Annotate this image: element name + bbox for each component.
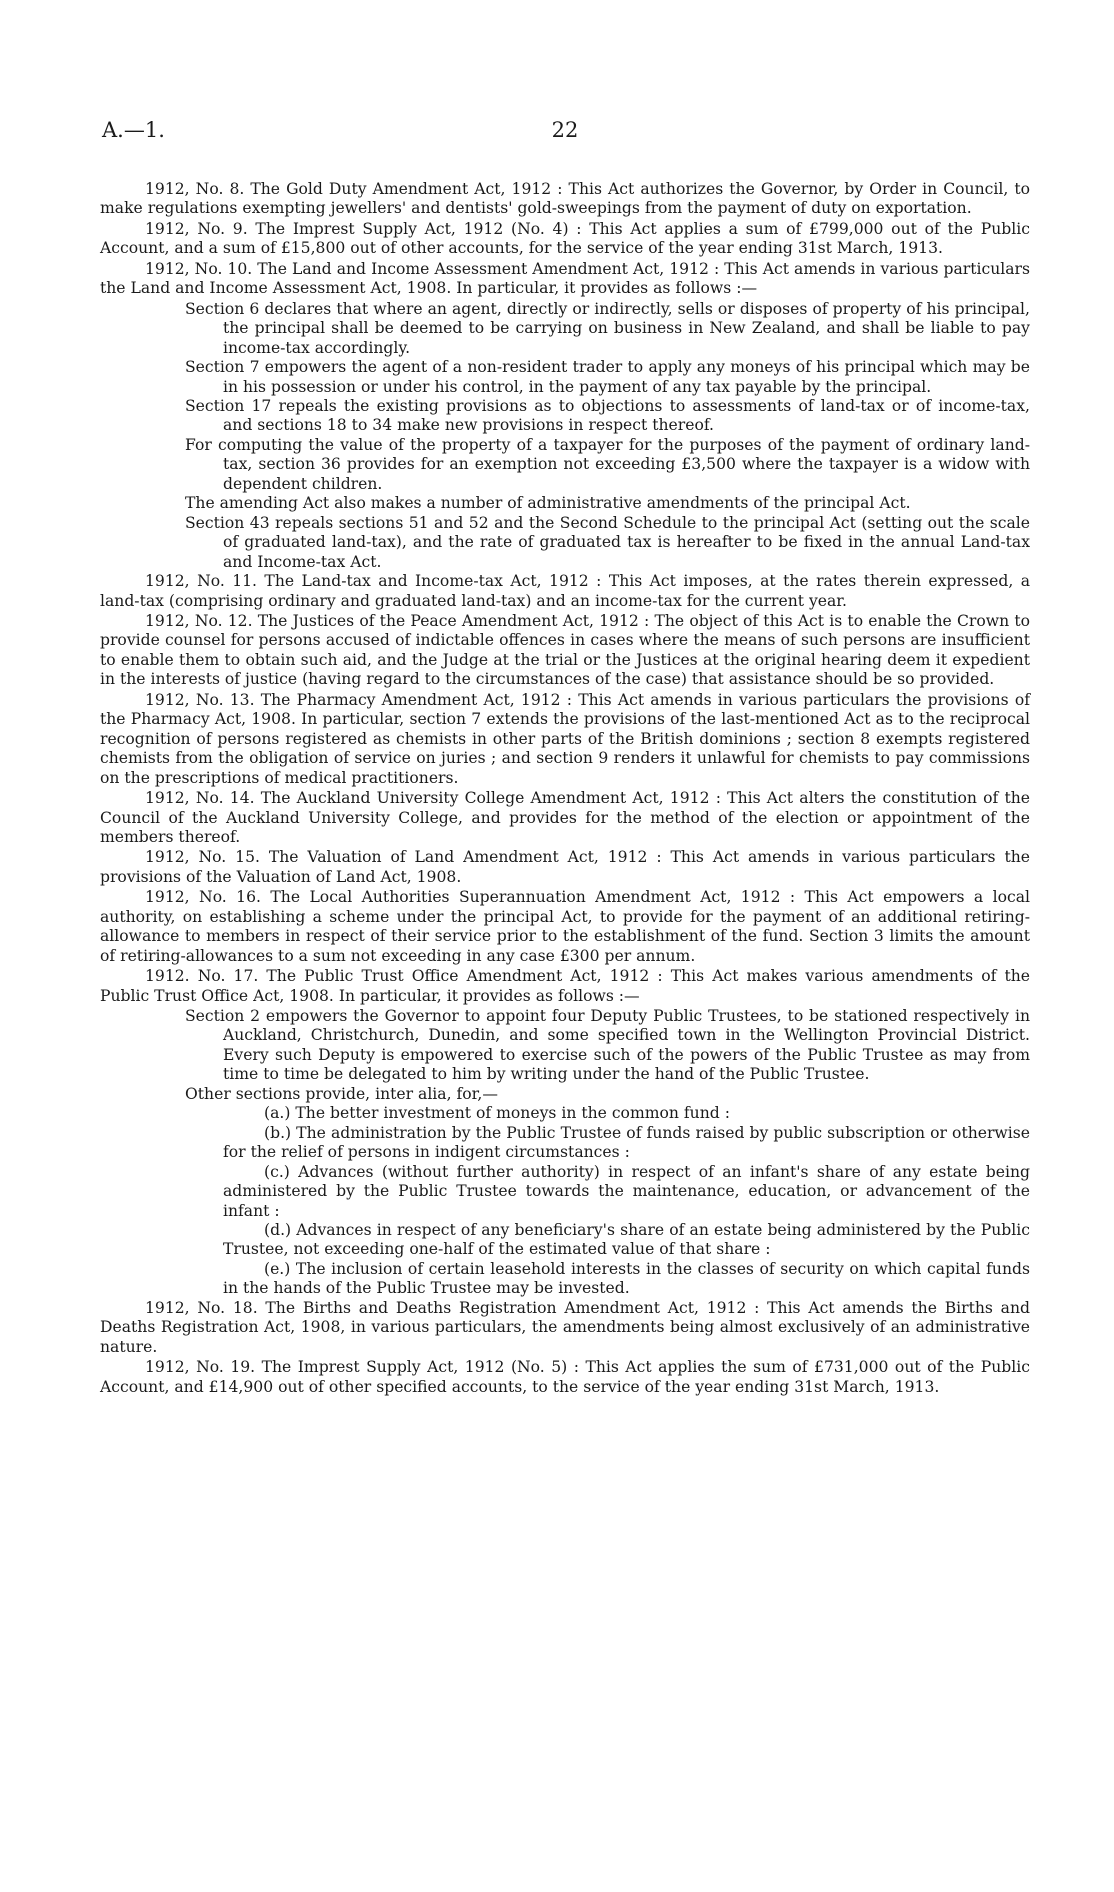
section-item: Section 6 declares that where an agent, directly or indirectly, sells or disposes of property of his principal, the principal shall be deemed to be carrying on business in New Zealand, and shall be liable to pay income-tax accordingly. [185,299,1030,357]
section-item: Section 7 empowers the agent of a non-resident trader to apply any moneys of his principal which may be in his possession or under his control, in the payment of any tax payable by the principal. [185,358,1030,396]
section-note: Other sections provide, inter alia, for,— [185,1084,498,1103]
section-note: The amending Act also makes a number of administrative amendments of the principal Act. [185,494,911,513]
paragraph: 1912. No. 17. The Public Trust Office Amendment Act, 1912 : This Act makes various amendments of the Public Trust Office Act, 1908. In particular, it provides as follows :— [100,967,1030,1005]
paragraph: 1912, No. 15. The Valuation of Land Amendment Act, 1912 : This Act amends in various particulars the provisions of the Valuation of Land Act, 1908. [100,848,1030,886]
section-item: Section 17 repeals the existing provisions as to objections to assessments of land-tax or of income-tax, and sections 18 to 34 make new provisions in respect thereof. [185,396,1030,435]
paragraph: 1912, No. 18. The Births and Deaths Registration Amendment Act, 1912 : This Act amends the Births and Deaths Registration Act, 1908, in various particulars, the amendments being almost exclusively of an administrative nature. [100,1298,1030,1356]
paragraph: 1912, No. 19. The Imprest Supply Act, 1912 (No. 5) : This Act applies the sum of £731,000 out of the Public Account, and £14,900 out of other specified accounts, to the service of the year ending 31st March, 1913. [100,1358,1030,1396]
report-reference: A.—1. [102,118,165,142]
page-header [100,118,1030,154]
paragraph: 1912, No. 13. The Pharmacy Amendment Act, 1912 : This Act amends in various particulars the provisions of the Pharmacy Act, 1908. In particular, section 7 extends the provisions of the last-mentioned Act as to the reciprocal recognition of persons registered as chemists in other parts of the British dominions ; section 8 exempts registered chemists from the obligation of service on juries ; and section 9 renders it unlawful for chemists to pay commissions on the prescriptions of medical practitioners. [100,690,1030,787]
list-item: (d.) Advances in respect of any beneficiary's share of an estate being administered by the Public Trustee, not exceeding one-half of the estimated value of that share : [223,1221,1030,1259]
list-item: (e.) The inclusion of certain leasehold interests in the classes of security on which capital funds in the hands of the Public Trustee may be invested. [223,1259,1030,1298]
paragraph: 1912, No. 14. The Auckland University College Amendment Act, 1912 : This Act alters the constitution of the Council of the Auckland University College, and provides for the method of the election or appointment of the members thereof. [100,789,1030,846]
paragraph: 1912, No. 9. The Imprest Supply Act, 1912 (No. 4) : This Act applies a sum of £799,000 out of the Public Account, and a sum of £15,800 out of other accounts, for the service of the year ending 31st March, 1913. [100,219,1030,258]
section-item: Section 2 empowers the Governor to appoint four Deputy Public Trustees, to be stationed respectively in Auckland, Christchurch, Dunedin, and some specified town in the Wellington Provincial District. Every such Deputy is empowered to exercise such of the powers of the Public Trustee as may from time to time be delegated to him by writing under the hand of the Public Trustee. [185,1007,1030,1084]
paragraph: 1912, No. 12. The Justices of the Peace Amendment Act, 1912 : The object of this Act is to enable the Crown to provide counsel for persons accused of indictable offences in cases where the means of such persons are insufficient to enable them to obtain such aid, and the Judge at the trial or the Justices at the original hearing deem it expedient in the interests of justice (having regard to the circumstances of the case) that assistance should be so provided. [100,611,1030,689]
document-body [100,180,1030,1398]
paragraph: 1912, No. 10. The Land and Income Assessment Amendment Act, 1912 : This Act amends in various particulars the Land and Income Assessment Act, 1908. In particular, it provides as follows :— [100,259,1030,298]
paragraph: 1912, No. 16. The Local Authorities Superannuation Amendment Act, 1912 : This Act empowers a local authority, on establishing a scheme under the principal Act, to provide for the payment of an additional retiring-allowance to members in respect of their service prior to the establishment of the fund. Section 3 limits the amount of retiring-allowances to a sum not exceeding in any case £300 per annum. [100,888,1030,965]
section-item: For computing the value of the property of a taxpayer for the purposes of the payment of ordinary land-tax, section 36 provides for an exemption not exceeding £3,500 where the taxpayer is a widow with dependent children. [185,435,1030,493]
section-item: Section 43 repeals sections 51 and 52 and the Second Schedule to the principal Act (setting out the scale of graduated land-tax), and the rate of graduated tax is hereafter to be fixed in the annual Land-tax and Income-tax Act. [185,513,1030,571]
page-number: 22 [551,118,579,142]
list-item: (b.) The administration by the Public Trustee of funds raised by public subscription or otherwise for the relief of persons in indigent circumstances : [223,1123,1030,1162]
list-item: (a.) The better investment of moneys in the common fund : [264,1104,730,1123]
paragraph: 1912, No. 11. The Land-tax and Income-tax Act, 1912 : This Act imposes, at the rates therein expressed, a land-tax (comprising ordinary and graduated land-tax) and an income-tax for the current year. [100,572,1030,610]
list-item: (c.) Advances (without further authority) in respect of an infant's share of any estate being administered by the Public Trustee towards the maintenance, education, or advancement of the infant : [223,1162,1030,1220]
paragraph: 1912, No. 8. The Gold Duty Amendment Act, 1912 : This Act authorizes the Governor, by Order in Council, to make regulations exempting jewellers' and dentists' gold-sweepings from the payment of duty on exportation. [100,180,1030,218]
